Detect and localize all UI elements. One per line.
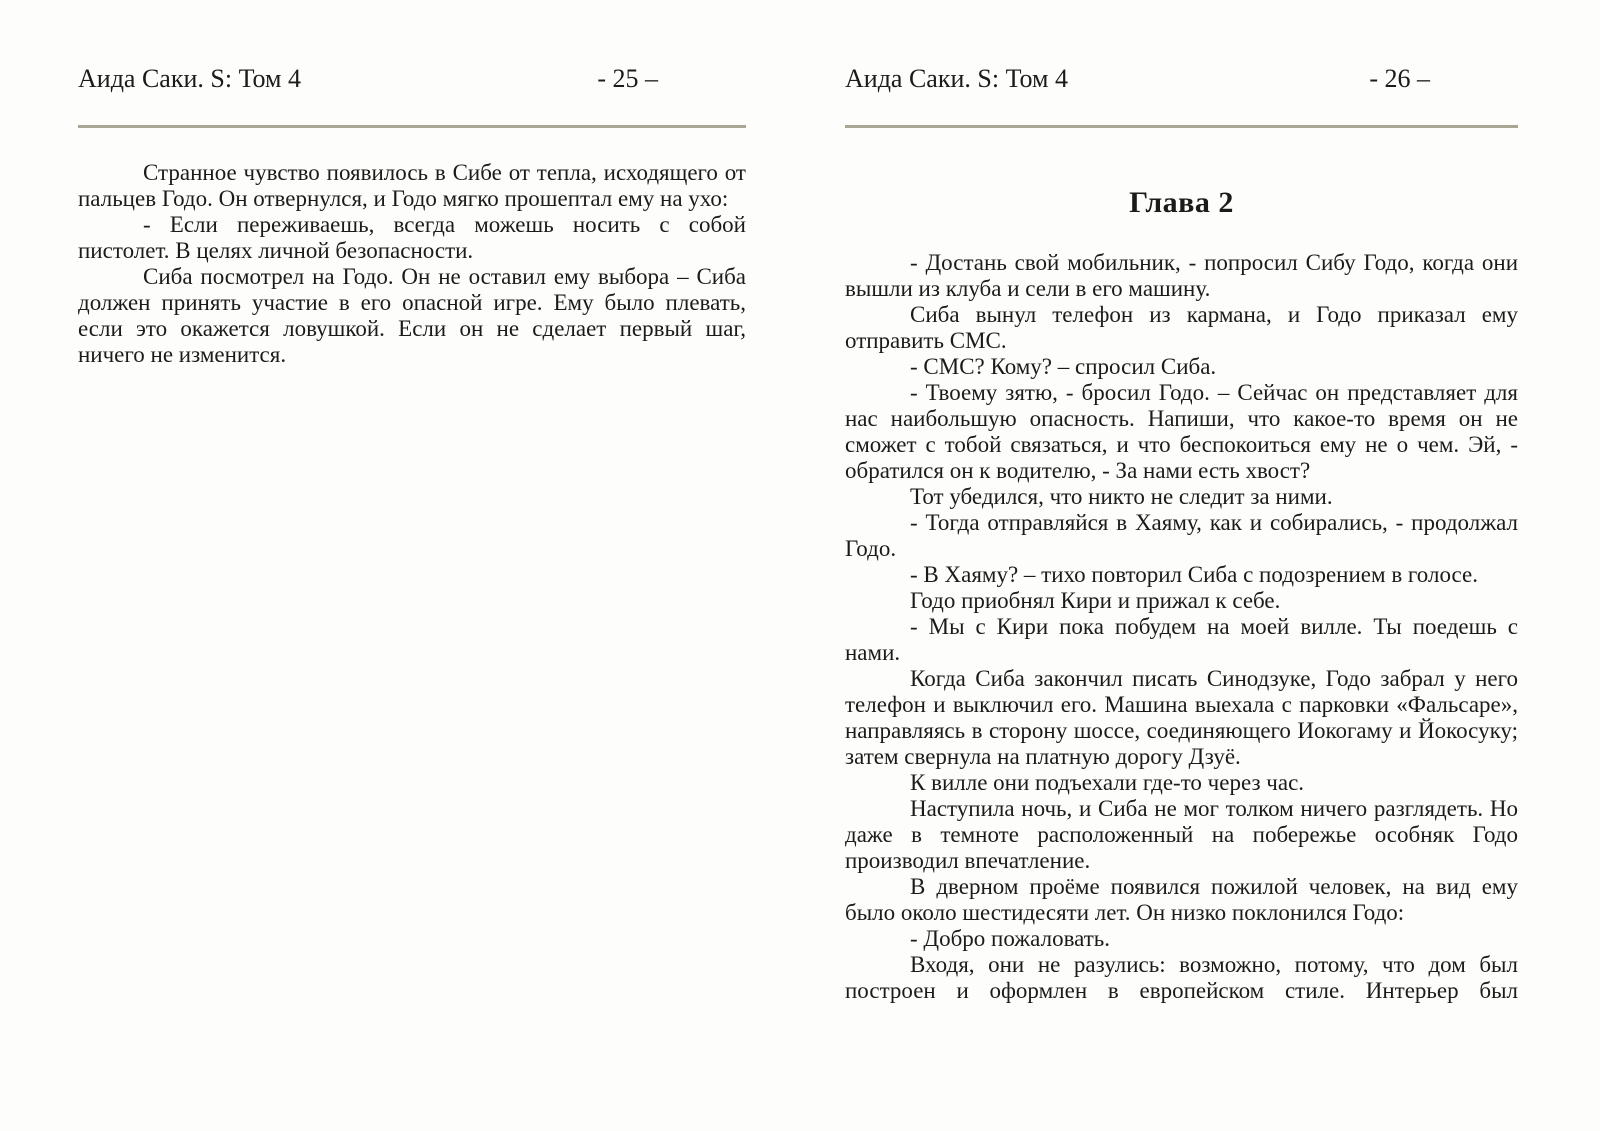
page-body bbox=[78, 160, 746, 368]
paragraph: - Добро пожаловать. bbox=[910, 926, 1111, 951]
book-title: Аида Саки. S: Том 4 bbox=[78, 64, 301, 93]
page-left bbox=[78, 64, 746, 368]
paragraph: Странное чувство появилось в Сибе от тепла, исходящего от пальцев Годо. Он отвернулся, и Годо мягко прошептал ему на ухо: bbox=[78, 160, 746, 211]
header-rule bbox=[78, 125, 746, 128]
paragraph: Наступила ночь, и Сиба не мог толком ничего разглядеть. Но даже в темноте расположенный на побережье особняк Годо производил впечатление. bbox=[845, 796, 1518, 873]
page-number: - 25 – bbox=[597, 64, 658, 93]
paragraph: Когда Сиба закончил писать Синодзуке, Годо забрал у него телефон и выключил его. Машина выехала с парковки «Фальсаре», направляясь в сторону шоссе, соединяющего Иокогаму и Йокосуку; затем свернула на платную дорогу Дзуё. bbox=[845, 666, 1518, 769]
paragraph: - Если переживаешь, всегда можешь носить с собой пистолет. В целях личной безопасности. bbox=[78, 212, 746, 263]
page-number: - 26 – bbox=[1369, 64, 1430, 93]
paragraph: - Достань свой мобильник, - попросил Сибу Годо, когда они вышли из клуба и сели в его машину. bbox=[845, 250, 1518, 301]
paragraph: Годо приобнял Кири и прижал к себе. bbox=[910, 588, 1281, 613]
paragraph: Входя, они не разулись: возможно, потому, что дом был построен и оформлен в европейском стиле. Интерьер был bbox=[845, 952, 1518, 1003]
page-body bbox=[845, 250, 1518, 1004]
page-header bbox=[845, 64, 1518, 94]
paragraph: - В Хаяму? – тихо повторил Сиба с подозрением в голосе. bbox=[910, 562, 1478, 587]
header-rule bbox=[845, 125, 1518, 128]
chapter-heading: Глава 2 bbox=[1129, 186, 1234, 219]
paragraph: Сиба вынул телефон из кармана, и Годо приказал ему отправить СМС. bbox=[845, 302, 1518, 353]
paragraph: - Мы с Кири пока побудем на моей вилле. Ты поедешь с нами. bbox=[845, 614, 1518, 665]
paragraph: - Тогда отправляйся в Хаяму, как и собирались, - продолжал Годо. bbox=[845, 510, 1518, 561]
page-header bbox=[78, 64, 746, 94]
paragraph: - СМС? Кому? – спросил Сиба. bbox=[910, 354, 1217, 379]
paragraph: - Твоему зятю, - бросил Годо. – Сейчас он представляет для нас наибольшую опасность. Напиши, что какое-то время он не сможет с тобой связаться, и что беспокоиться ему не о чем. Эй, - обратился он к водителю, - За нами есть хвост? bbox=[845, 380, 1518, 483]
paragraph: В дверном проёме появился пожилой человек, на вид ему было около шестидесяти лет. Он низко поклонился Годо: bbox=[845, 874, 1518, 925]
paragraph: Тот убедился, что никто не следит за ними. bbox=[910, 484, 1333, 509]
page-right bbox=[845, 64, 1518, 1004]
book-title: Аида Саки. S: Том 4 bbox=[845, 64, 1068, 93]
paragraph: К вилле они подъехали где-то через час. bbox=[910, 770, 1305, 795]
paragraph: Сиба посмотрел на Годо. Он не оставил ему выбора – Сиба должен принять участие в его опасной игре. Ему было плевать, если это окажется ловушкой. Если он не сделает первый шаг, ничего не изменится. bbox=[78, 264, 746, 367]
